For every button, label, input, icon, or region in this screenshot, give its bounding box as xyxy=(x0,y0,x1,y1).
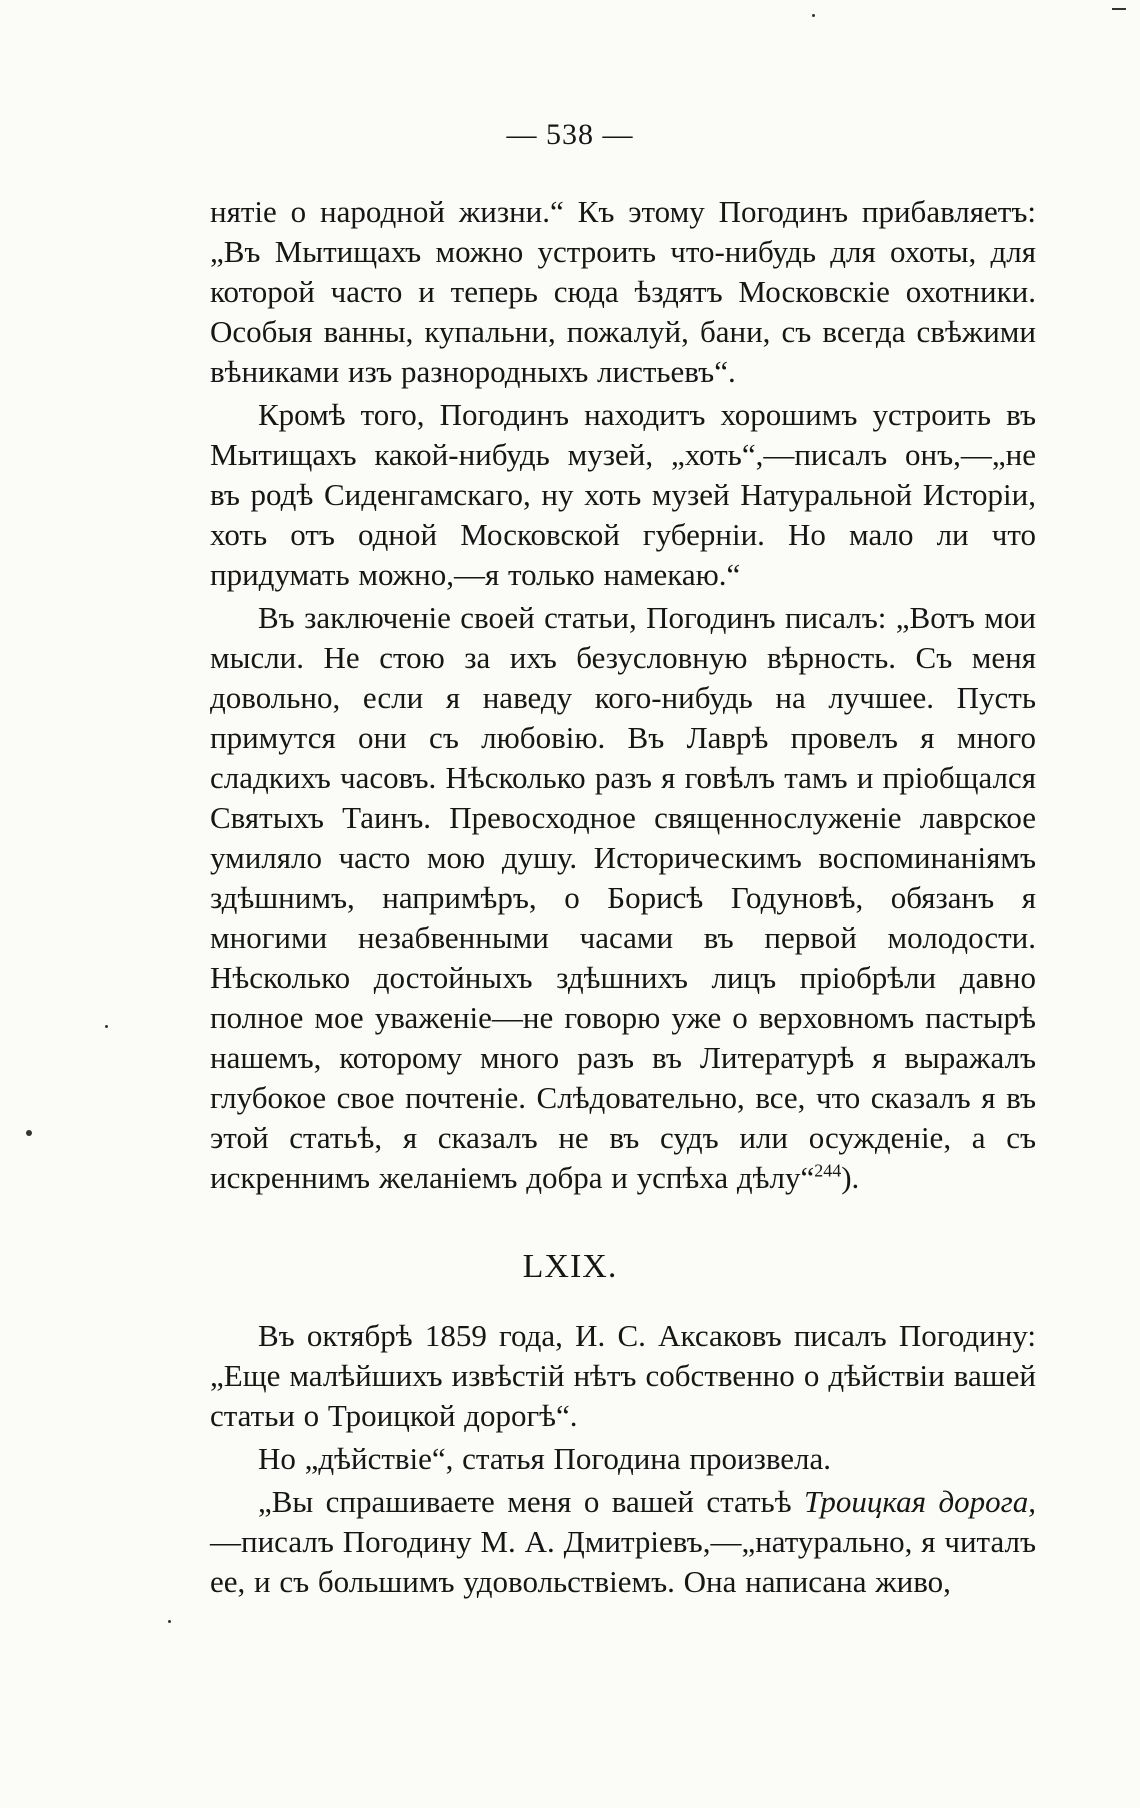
paragraph: нятіе о народной жизни.“ Къ этому Погодинъ прибавляетъ: „Въ Мытищахъ можно устроить что-нибудь для охоты, для которой часто и теперь сюда ѣздятъ Московскіе охотники. Особыя ванны, купальни, пожалуй, бани, съ всегда свѣжими вѣниками изъ разнородныхъ листьевъ“. xyxy=(210,194,1036,389)
footnote-reference: 244 xyxy=(814,1160,842,1181)
text-block-bottom xyxy=(210,1316,1036,1605)
paragraph-text: Въ заключеніе своей статьи, Погодинъ писалъ: „Вотъ мои мысли. Не стою за ихъ безусловную вѣрность. Съ меня довольно, если я наведу кого-нибудь на лучшее. Пусть примутся они съ любовію. Въ Лаврѣ провелъ я много сладкихъ часовъ. Нѣсколько разъ я говѣлъ тамъ и пріобщался Святыхъ Таинъ. Превосходное священнослуженіе лаврское умиляло часто мою душу. Историческимъ воспоминаніямъ здѣшнимъ, напримѣръ, о Борисѣ Годуновѣ, обязанъ я многими незабвенными часами въ первой молодости. Нѣсколько достойныхъ здѣшнихъ лицъ пріобрѣли давно полное мое уваженіе—не говорю уже о верховномъ пастырѣ нашемъ, которому много разъ въ Литературѣ я выражалъ глубокое свое почтеніе. Слѣдовательно, все, что сказалъ я въ этой статьѣ, я сказалъ не въ судъ или осужденіе, а съ искреннимъ желаніемъ добра и успѣха дѣлу“ xyxy=(210,600,1036,1195)
paragraph-text: —писалъ Погодину М. А. Дмитріевъ,—„натурально, я читалъ ее, и съ большимъ удовольствіемъ. Она написана живо, xyxy=(210,1524,1036,1599)
scan-speck xyxy=(168,1620,171,1623)
scan-speck xyxy=(1112,8,1126,10)
paragraph: Но „дѣйствіе“, статья Погодина произвела. xyxy=(258,1441,832,1476)
paragraph-text: „Вы спрашиваете меня о вашей статьѣ xyxy=(258,1484,804,1519)
scan-speck xyxy=(105,1025,108,1028)
text-block-top xyxy=(210,192,1036,1201)
article-title: Троицкая дорога, xyxy=(803,1484,1036,1519)
scan-speck xyxy=(26,1130,32,1136)
scan-speck xyxy=(812,14,815,17)
paragraph xyxy=(210,598,1036,1198)
paragraph-end: ). xyxy=(841,1160,860,1195)
page-number: — 538 — xyxy=(506,118,634,151)
paragraph xyxy=(210,1482,1036,1602)
paragraph: Въ октябрѣ 1859 года, И. С. Аксаковъ писалъ Погодину: „Еще малѣйшихъ извѣстій нѣтъ собственно о дѣйствіи вашей статьи о Троицкой дорогѣ“. xyxy=(210,1318,1036,1433)
paragraph: Кромѣ того, Погодинъ находитъ хорошимъ устроить въ Мытищахъ какой-нибудь музей, „хоть“,—писалъ онъ,—„не въ родѣ Сиденгамскаго, ну хоть музей Натуральной Исторіи, хоть отъ одной Московской губерніи. Но мало ли что придумать можно,—я только намекаю.“ xyxy=(210,397,1036,592)
chapter-heading: LXIX. xyxy=(522,1248,618,1285)
